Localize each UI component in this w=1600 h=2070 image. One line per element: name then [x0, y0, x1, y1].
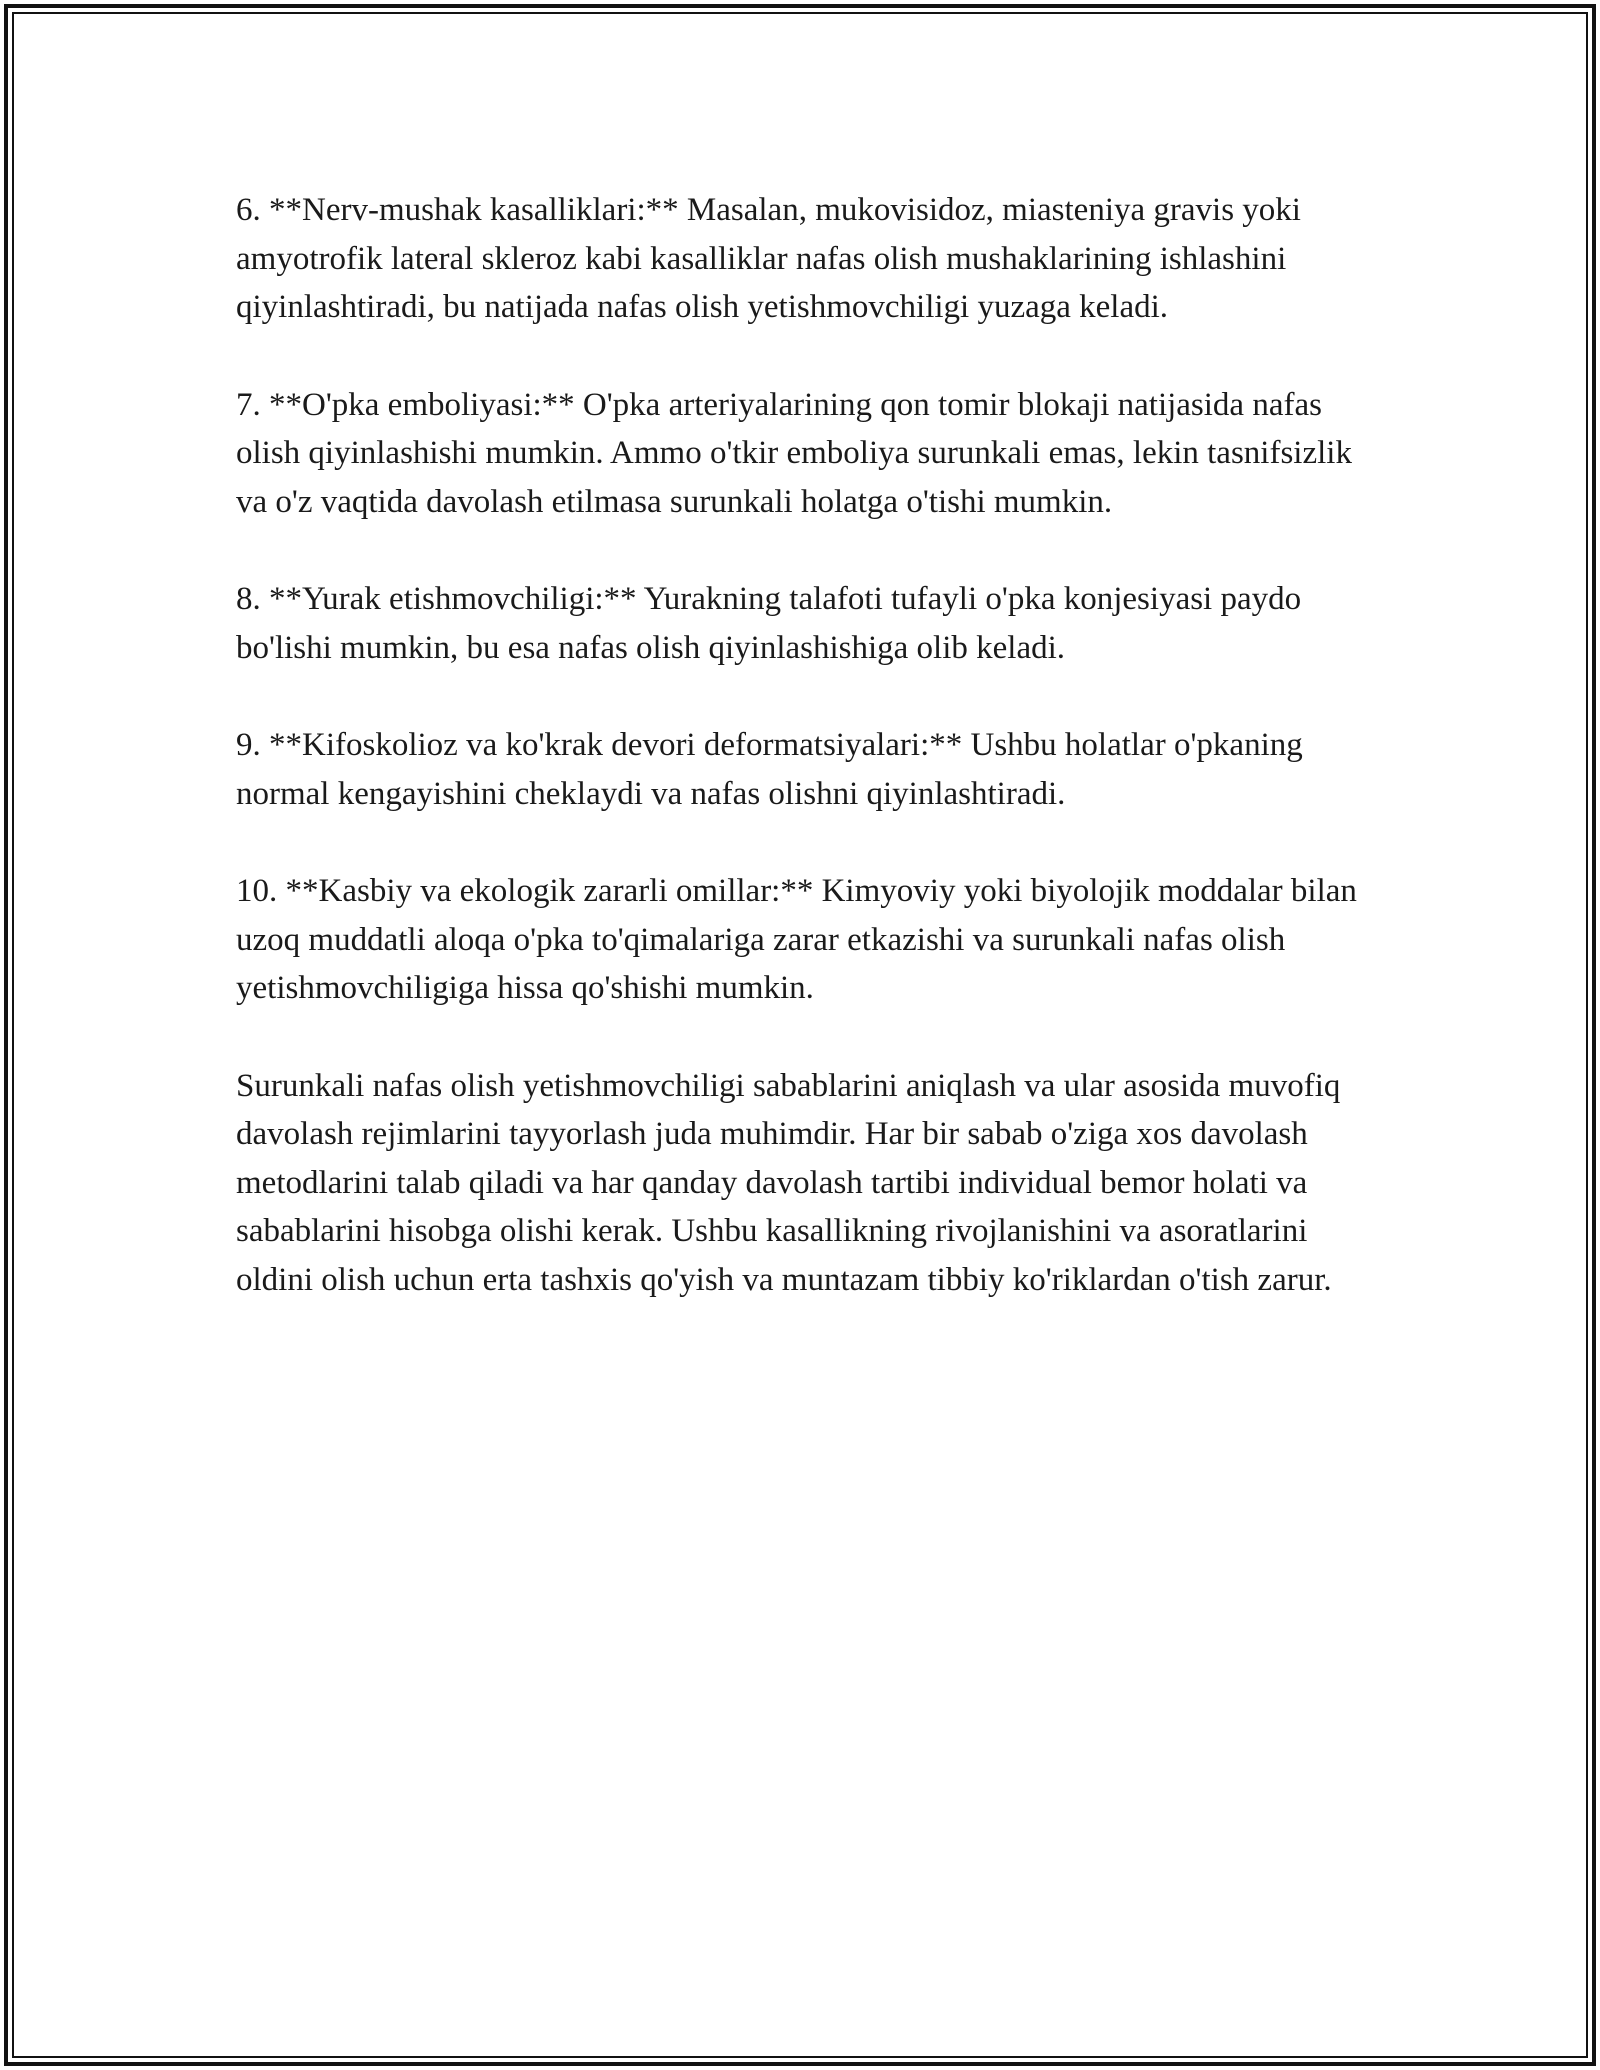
paragraph-item-8: 8. **Yurak etishmovchiligi:** Yurakning talafoti tufayli o'pka konjesiyasi paydo bo'lishi mumkin, bu esa nafas olish qiyinlashishiga olib keladi. — [236, 581, 1302, 666]
paragraph-conclusion: Surunkali nafas olish yetishmovchiligi sabablarini aniqlash va ular asosida muvofiq davolash rejimlarini tayyorlash juda muhimdir. Har bir sabab o'ziga xos davolash metodlarini talab qiladi va har qanday davolash tartibi individual bemor holati va sabablarini hisobga olishi kerak. Ushbu kasallikning rivojlanishini va asoratlarini oldini olish uchun erta tashxis qo'yish va muntazam tibbiy ko'riklardan o'tish zarur. — [236, 1067, 1341, 1298]
document-body — [236, 186, 1370, 1353]
paragraph-item-7: 7. **O'pka emboliyasi:** O'pka arteriyalarining qon tomir blokaji natijasida nafas olish qiyinlashishi mumkin. Ammo o'tkir emboliya surunkali emas, lekin tasnifsizlik va o'z vaqtida davolash etilmasa surunkali holatga o'tishi mumkin. — [236, 386, 1352, 520]
paragraph-item-9: 9. **Kifoskolioz va ko'krak devori deformatsiyalari:** Ushbu holatlar o'pkaning normal kengayishini cheklaydi va nafas olishni qiyinlashtiradi. — [236, 727, 1303, 812]
paragraph-item-10: 10. **Kasbiy va ekologik zararli omillar:** Kimyoviy yoki biyolojik moddalar bilan uzoq muddatli aloqa o'pka to'qimalariga zarar etkazishi va surunkali nafas olish yetishmovchiligiga hissa qo'shishi mumkin. — [236, 873, 1357, 1006]
paragraph-item-6: 6. **Nerv-mushak kasalliklari:** Masalan, mukovisidoz, miasteniya gravis yoki amyotrofik lateral skleroz kabi kasalliklar nafas olish mushaklarining ishlashini qiyinlashtiradi, bu natijada nafas olish yetishmovchiligi yuzaga keladi. — [236, 192, 1301, 325]
